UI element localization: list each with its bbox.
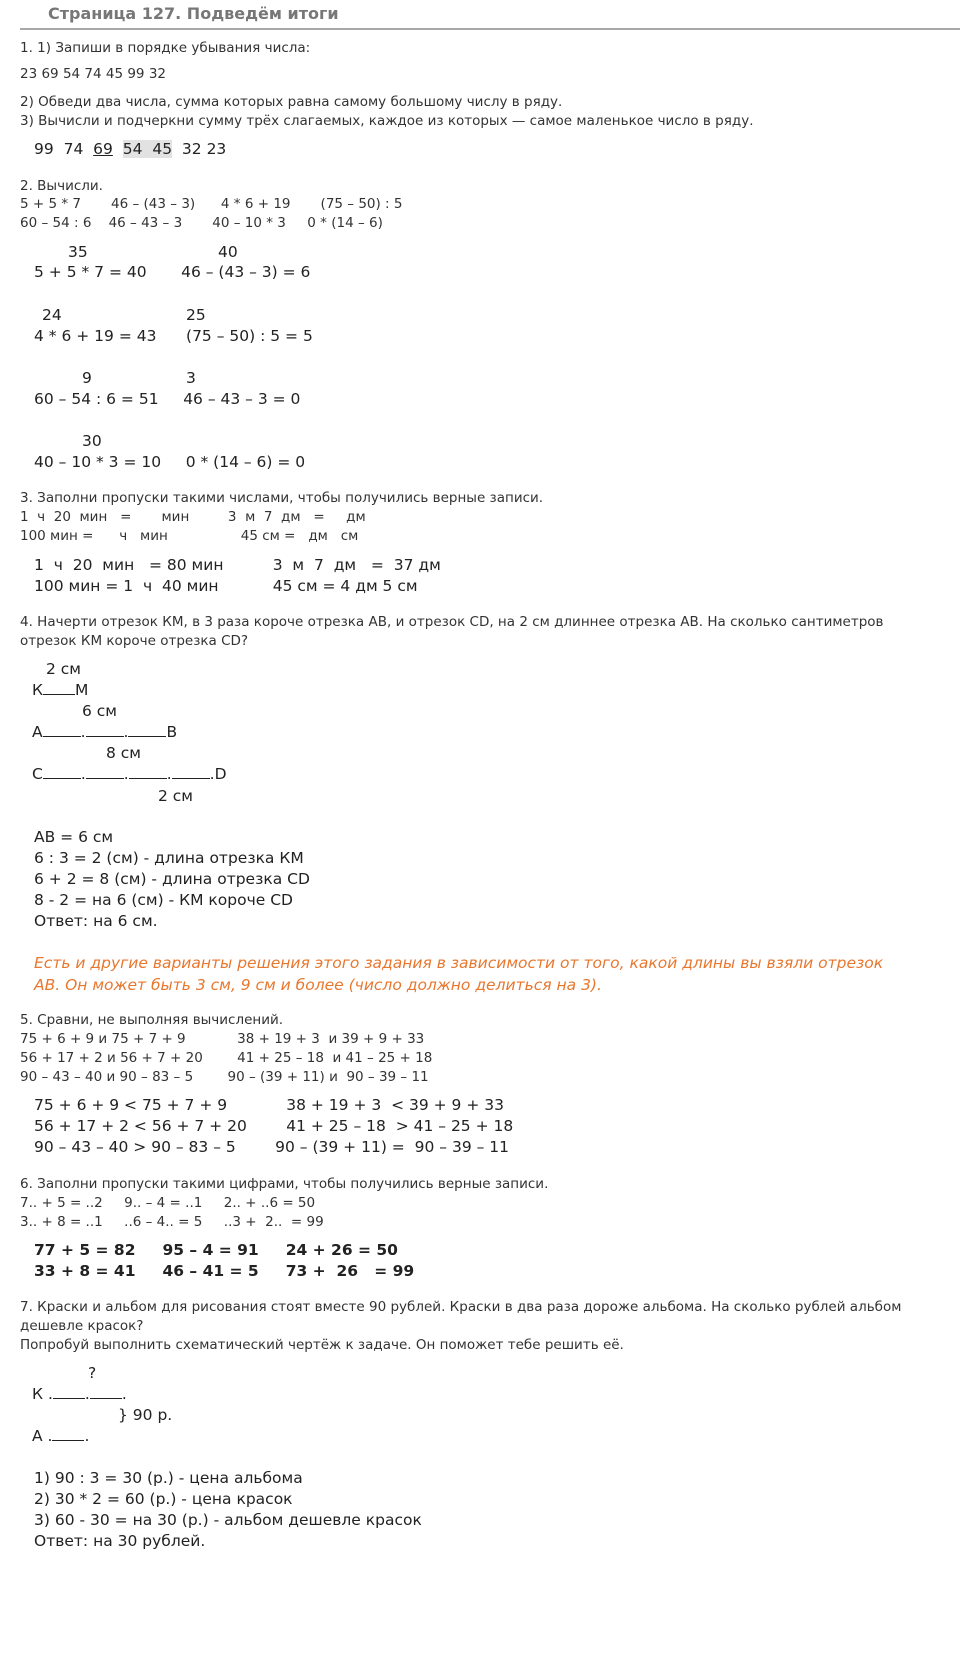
task5-row2: 56 + 17 + 2 и 56 + 7 + 20 41 + 25 – 18 и 41 – 25 + 18 — [20, 1050, 433, 1066]
point-label: К — [32, 681, 44, 699]
segment-line — [128, 723, 166, 737]
task7-question-cont: дешевле красок? — [20, 1318, 144, 1334]
task2-answer3: 60 – 54 : 6 = 51 46 – 43 – 3 = 0 — [34, 390, 301, 408]
answer-part: 99 74 — [34, 140, 94, 158]
intermediate-value: 40 — [218, 243, 238, 261]
task4-question-cont: отрезок КМ короче отрезка CD? — [20, 633, 249, 649]
task6-row1: 7.. + 5 = ..2 9.. – 4 = ..1 2.. + ..6 = 50 — [20, 1195, 316, 1211]
task2-answer1: 5 + 5 * 7 = 40 46 – (43 – 3) = 6 — [34, 263, 311, 281]
total-brace-label: } 90 р. — [118, 1406, 173, 1424]
segment-length-label: 2 см — [46, 660, 82, 678]
task5-answer3: 90 – 43 – 40 > 90 – 83 – 5 90 – (39 + 11) = 90 – 39 – 11 — [34, 1138, 510, 1156]
task7-solution1: 1) 90 : 3 = 30 (р.) - цена альбома — [34, 1469, 303, 1487]
segment-cd: С . . . .D — [32, 765, 227, 783]
task4-note-cont: АВ. Он может быть 3 см, 9 см и более (число должно делиться на 3). — [34, 976, 602, 994]
segment-line — [43, 765, 81, 779]
task4-solution2: 6 : 3 = 2 (см) - длина отрезка КМ — [34, 849, 304, 867]
page-title: Страница 127. Подведём итоги — [48, 4, 339, 23]
task3-question: 3. Заполни пропуски такими числами, чтобы получились верные записи. — [20, 490, 544, 506]
segment-ab: А . . В — [32, 723, 178, 741]
segment-length-label: 2 см — [158, 787, 194, 805]
segment-line — [172, 765, 210, 779]
point-label: А — [32, 1427, 43, 1445]
segment-line — [53, 1385, 85, 1399]
task1-numbers: 23 69 54 74 45 99 32 — [20, 66, 166, 82]
task4-solution3: 6 + 2 = 8 (см) - длина отрезка CD — [34, 870, 310, 888]
task6-answer2: 33 + 8 = 41 46 – 41 = 5 73 + 26 = 99 — [34, 1262, 415, 1280]
segment-line — [129, 765, 167, 779]
underlined-number: 69 — [93, 140, 113, 158]
task2-answer2: 4 * 6 + 19 = 43 (75 – 50) : 5 = 5 — [34, 327, 313, 345]
point-label: К — [32, 1385, 44, 1403]
task5-question: 5. Сравни, не выполняя вычислений. — [20, 1012, 284, 1028]
scheme-album: А . . — [32, 1427, 90, 1445]
task6-question: 6. Заполни пропуски такими цифрами, чтобы получились верные записи. — [20, 1176, 549, 1192]
segment-length-label: 6 см — [82, 702, 118, 720]
task7-solution3: 3) 60 - 30 = на 30 (р.) - альбом дешевле красок — [34, 1511, 422, 1529]
task2-answer4: 40 – 10 * 3 = 10 0 * (14 – 6) = 0 — [34, 453, 306, 471]
task3-answer2: 100 мин = 1 ч 40 мин 45 см = 4 дм 5 см — [34, 577, 418, 595]
task4-note: Есть и другие варианты решения этого задания в зависимости от того, какой длины вы взяли отрезок — [34, 954, 884, 972]
unknown-mark: ? — [88, 1364, 97, 1382]
intermediate-value: 30 — [82, 432, 102, 450]
task2-row2: 60 – 54 : 6 46 – 43 – 3 40 – 10 * 3 0 * (14 – 6) — [20, 215, 383, 231]
task3-answer1: 1 ч 20 мин = 80 мин 3 м 7 дм = 37 дм — [34, 556, 441, 574]
task7-question: 7. Краски и альбом для рисования стоят вместе 90 рублей. Краски в два раза дороже альбома. На сколько рублей альбом — [20, 1299, 902, 1315]
segment-line — [86, 723, 124, 737]
task2-question: 2. Вычисли. — [20, 178, 103, 194]
title-divider — [20, 28, 960, 30]
intermediate-value: 24 — [42, 306, 62, 324]
segment-line — [86, 765, 124, 779]
task6-answer1: 77 + 5 = 82 95 – 4 = 91 24 + 26 = 50 — [34, 1241, 398, 1259]
task7-hint: Попробуй выполнить схематический чертёж к задаче. Он поможет тебе решить её. — [20, 1337, 624, 1353]
segment-length-label: 8 см — [106, 744, 142, 762]
segment-line — [43, 723, 81, 737]
task1-answer — [34, 140, 226, 158]
segment-km — [32, 681, 88, 699]
task2-row1: 5 + 5 * 7 46 – (43 – 3) 4 * 6 + 19 (75 – 50) : 5 — [20, 196, 403, 212]
task3-row2: 100 мин = ч мин 45 см = дм см — [20, 528, 359, 544]
task4-question: 4. Начерти отрезок КМ, в 3 раза короче отрезка АВ, и отрезок CD, на 2 см длиннее отрезка АВ. На сколько сантиметров — [20, 614, 884, 630]
answer-part: 32 23 — [172, 140, 227, 158]
task3-row1: 1 ч 20 мин = мин 3 м 7 дм = дм — [20, 509, 366, 525]
task5-row3: 90 – 43 – 40 и 90 – 83 – 5 90 – (39 + 11) и 90 – 39 – 11 — [20, 1069, 429, 1085]
task4-solution1: АВ = 6 см — [34, 828, 114, 846]
point-label: С — [32, 765, 43, 783]
point-label: D — [214, 765, 227, 783]
circled-numbers: 54 45 — [122, 140, 173, 158]
point-label: В — [166, 723, 178, 741]
intermediate-value: 25 — [186, 306, 206, 324]
task5-answer1: 75 + 6 + 9 < 75 + 7 + 9 38 + 19 + 3 < 39 + 9 + 33 — [34, 1096, 504, 1114]
task7-answer: Ответ: на 30 рублей. — [34, 1532, 206, 1550]
task5-answer2: 56 + 17 + 2 < 56 + 7 + 20 41 + 25 – 18 > 41 – 25 + 18 — [34, 1117, 514, 1135]
task1-question2: 2) Обведи два числа, сумма которых равна самому большому числу в ряду. — [20, 94, 563, 110]
intermediate-value: 3 — [186, 369, 196, 387]
intermediate-value: 9 — [82, 369, 92, 387]
task7-solution2: 2) 30 * 2 = 60 (р.) - цена красок — [34, 1490, 293, 1508]
scheme-paints: К . . . — [32, 1385, 127, 1403]
task4-answer: Ответ: на 6 см. — [34, 912, 158, 930]
task1-question: 1. 1) Запиши в порядке убывания числа: — [20, 40, 311, 56]
segment-line — [43, 681, 75, 695]
segment-line — [90, 1385, 122, 1399]
task6-row2: 3.. + 8 = ..1 ..6 – 4.. = 5 ..3 + 2.. = 99 — [20, 1214, 324, 1230]
point-label: М — [75, 681, 89, 699]
task4-solution4: 8 - 2 = на 6 (см) - КМ короче CD — [34, 891, 293, 909]
task1-question3: 3) Вычисли и подчеркни сумму трёх слагаемых, каждое из которых — самое маленькое число в ряду. — [20, 113, 754, 129]
segment-line — [52, 1427, 84, 1441]
task5-row1: 75 + 6 + 9 и 75 + 7 + 9 38 + 19 + 3 и 39 + 9 + 33 — [20, 1031, 425, 1047]
intermediate-value: 35 — [68, 243, 88, 261]
point-label: А — [32, 723, 43, 741]
